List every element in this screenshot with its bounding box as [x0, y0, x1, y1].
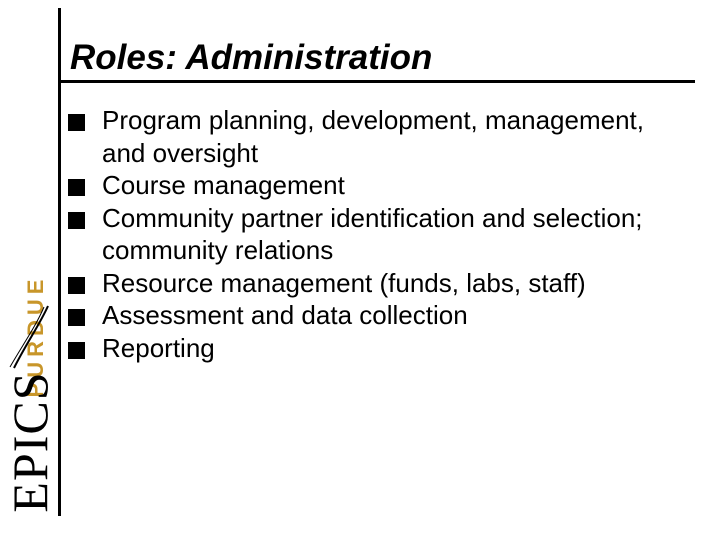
purdue-wordmark: PURDUE: [23, 274, 48, 398]
bullet-marker-icon: [68, 212, 85, 229]
bullet-item: [68, 332, 688, 365]
bullet-text: Assessment and data collection: [102, 300, 468, 330]
sidebar-logo: [0, 180, 56, 520]
bullet-text: Community partner identification and selection; community relations: [102, 202, 643, 265]
logo-slash-icon: [4, 304, 54, 370]
bullet-text: Resource management (funds, labs, staff): [102, 267, 586, 298]
title-underline: [58, 80, 695, 83]
bullet-text: Course management: [102, 170, 345, 200]
bullet-marker-icon: [68, 309, 85, 326]
bullet-item: [68, 299, 688, 332]
bullet-item: [68, 169, 688, 202]
bullet-text: Program planning, development, management, and oversight: [102, 105, 644, 168]
bullet-list: [68, 104, 688, 364]
bullet-marker-icon: [68, 342, 85, 359]
bullet-marker-icon: [68, 114, 85, 131]
bullet-item: [68, 267, 688, 300]
bullet-marker-icon: [68, 179, 85, 196]
bullet-item: [68, 202, 688, 267]
slide-title: Roles: Administration: [70, 38, 433, 77]
epics-wordmark: EPICS: [2, 371, 58, 513]
bullet-text: Reporting: [102, 332, 215, 363]
bullet-marker-icon: [68, 277, 85, 294]
bullet-item: [68, 104, 688, 169]
